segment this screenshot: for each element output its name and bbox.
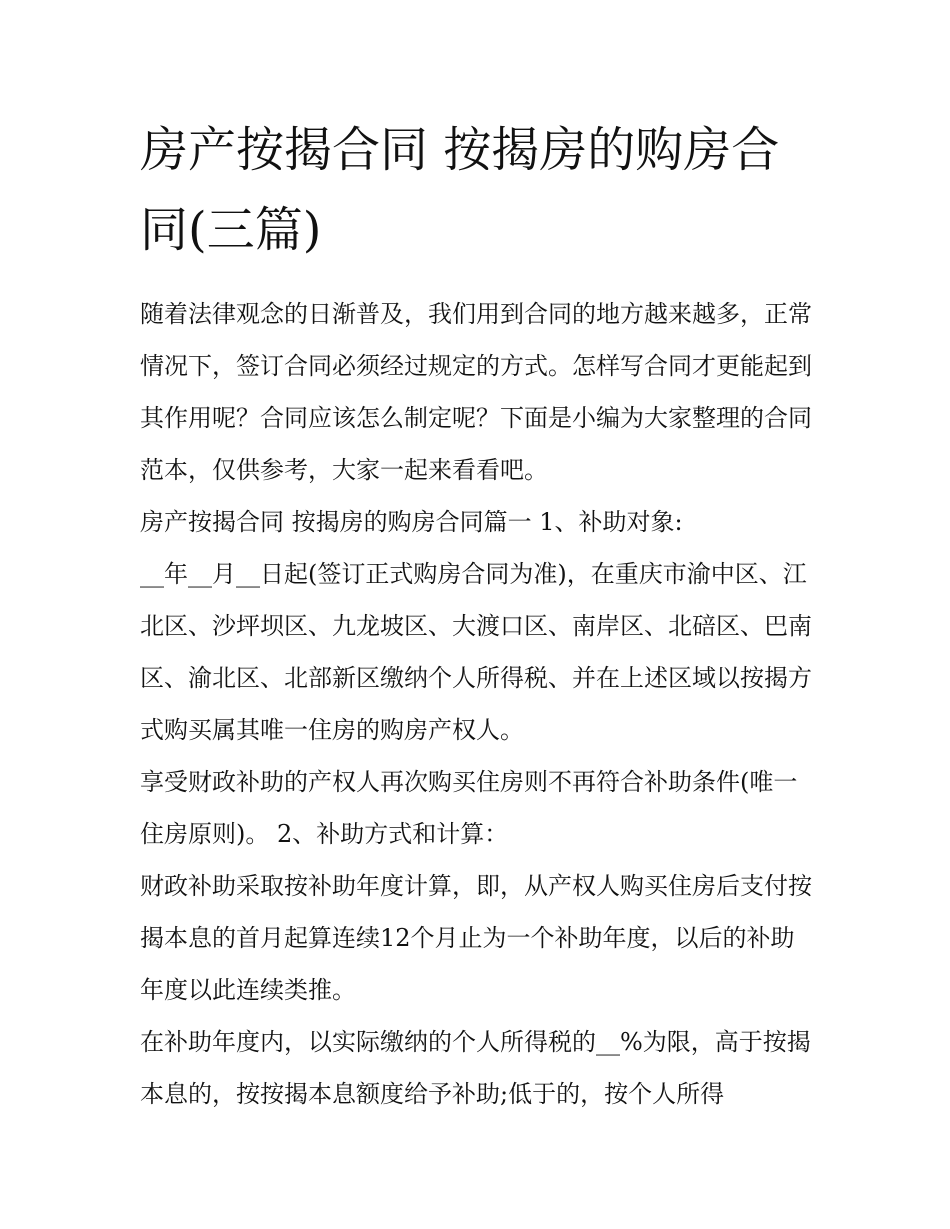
subsidy-limit-paragraph: 在补助年度内，以实际缴纳的个人所得税的__%为限，高于按揭本息的，按按揭本息额度给予补助;低于的，按个人所得 [140,1028,811,1108]
section-heading-paragraph: 房产按揭合同 按揭房的购房合同篇一 1、补助对象: [140,508,683,536]
subsidy-target-paragraph: __年__月__日起(签订正式购房合同为准)，在重庆市渝中区、江北区、沙坪坝区、九龙坡区、大渡口区、南岸区、北碚区、巴南区、渝北区、北部新区缴纳个人所得税、并在上述区域以按揭方式购买属其唯一住房的购房产权人。 [140,560,812,744]
document-title: 房产按揭合同 按揭房的购房合同(三篇) [140,122,780,258]
unique-housing-paragraph: 享受财政补助的产权人再次购买住房则不再符合补助条件(唯一住房原则)。 2、补助方式和计算： [140,768,798,848]
document-page [140,110,812,1120]
intro-paragraph: 随着法律观念的日渐普及，我们用到合同的地方越来越多，正常情况下，签订合同必须经过规定的方式。怎样写合同才更能起到其作用呢？合同应该怎么制定呢？下面是小编为大家整理的合同范本，仅供参考，大家一起来看看吧。 [140,300,812,484]
subsidy-method-paragraph: 财政补助采取按补助年度计算，即，从产权人购买住房后支付按揭本息的首月起算连续12个月止为一个补助年度，以后的补助年度以此连续类推。 [140,872,812,1004]
